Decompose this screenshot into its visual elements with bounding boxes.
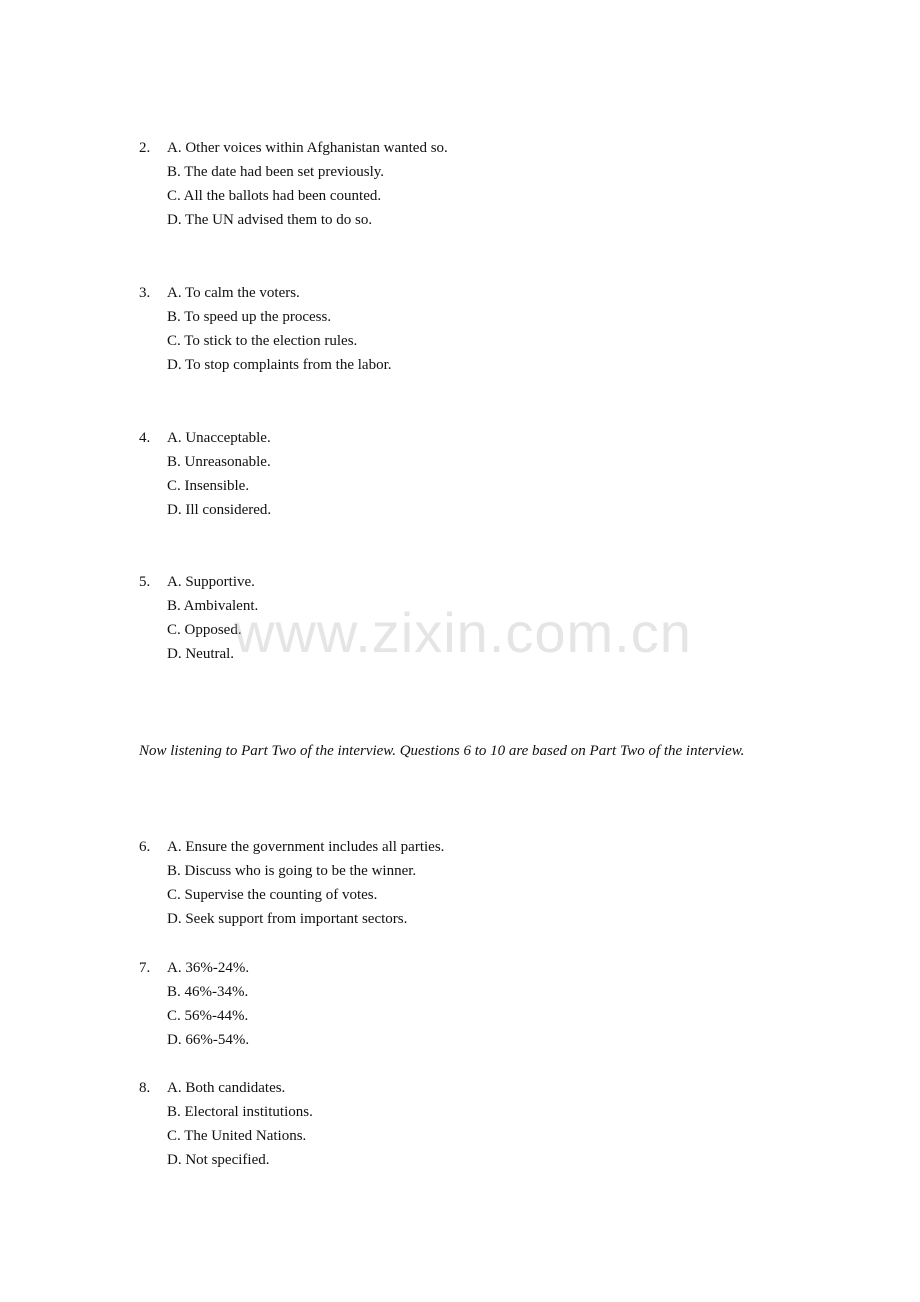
option-c: C. Supervise the counting of votes.: [167, 887, 378, 903]
option-b: B. The date had been set previously.: [167, 164, 385, 180]
option-d: D. Ill considered.: [167, 502, 272, 518]
option-c: C. Opposed.: [167, 622, 242, 638]
option-d: D. Neutral.: [167, 646, 235, 662]
option-c: C. To stick to the election rules.: [167, 333, 358, 349]
option-a: A. To calm the voters.: [167, 285, 300, 301]
question-number: 8.: [139, 1080, 151, 1096]
option-c: C. The United Nations.: [167, 1128, 307, 1144]
question-number: 3.: [139, 285, 151, 301]
option-d: D. Not specified.: [167, 1152, 270, 1168]
option-d: D. Seek support from important sectors.: [167, 911, 408, 927]
option-b: B. Ambivalent.: [167, 598, 259, 614]
question-number: 5.: [139, 574, 151, 590]
question-number: 7.: [139, 960, 151, 976]
question-number: 4.: [139, 430, 151, 446]
option-b: B. Discuss who is going to be the winner.: [167, 863, 417, 879]
option-b: B. Unreasonable.: [167, 454, 271, 470]
question-number: 2.: [139, 140, 151, 156]
option-c: C. All the ballots had been counted.: [167, 188, 382, 204]
option-d: D. 66%-54%.: [167, 1032, 250, 1048]
option-a: A. Ensure the government includes all parties.: [167, 839, 445, 855]
option-a: A. 36%-24%.: [167, 960, 250, 976]
option-b: B. 46%-34%.: [167, 984, 249, 1000]
option-c: C. Insensible.: [167, 478, 250, 494]
option-c: C. 56%-44%.: [167, 1008, 249, 1024]
option-a: A. Unacceptable.: [167, 430, 271, 446]
watermark: www.zixin.com.cn: [234, 601, 692, 664]
option-b: B. Electoral institutions.: [167, 1104, 313, 1120]
option-b: B. To speed up the process.: [167, 309, 332, 325]
option-a: A. Supportive.: [167, 574, 255, 590]
section-instruction: Now listening to Part Two of the interview. Questions 6 to 10 are based on Part Two of the interview.: [139, 743, 745, 759]
question-number: 6.: [139, 839, 151, 855]
option-a: A. Other voices within Afghanistan wanted so.: [167, 140, 448, 156]
option-d: D. To stop complaints from the labor.: [167, 357, 392, 373]
option-d: D. The UN advised them to do so.: [167, 212, 373, 228]
option-a: A. Both candidates.: [167, 1080, 286, 1096]
